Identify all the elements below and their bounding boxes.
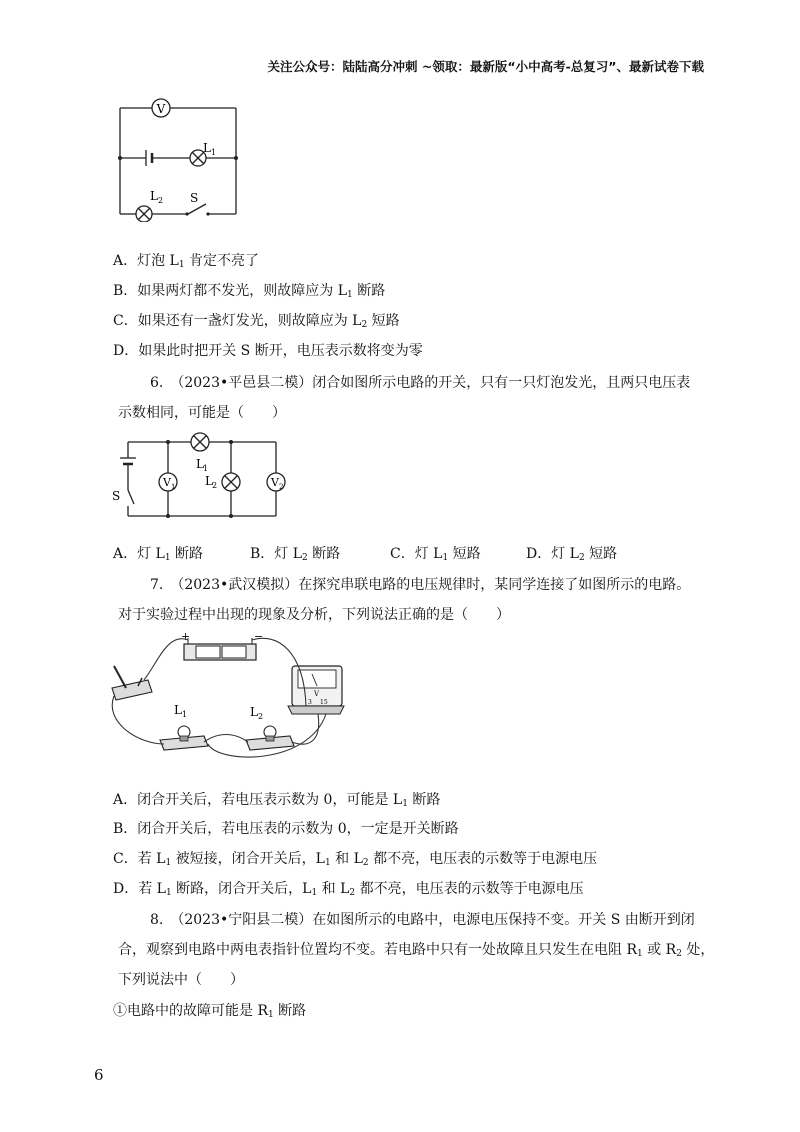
q8-stem-line3: 下列说法中（ ） <box>118 972 244 988</box>
q6-stem-line2: 示数相同，可能是（ ） <box>118 405 286 421</box>
lamp1-label: L <box>203 141 211 155</box>
q5-option-c: C．如果还有一盏灯发光，则故障应为 $L_2$ 短路 <box>113 313 400 330</box>
q7-circuit-illustration <box>108 632 358 768</box>
q6-option-d: D．灯 $L_2$ 短路 <box>526 546 618 563</box>
lamp2-label: L <box>250 705 258 719</box>
voltmeter-label: V <box>156 102 166 116</box>
lamp1-label: L <box>174 703 182 717</box>
terminal-3: 3 <box>308 699 312 706</box>
lamp1-subscript: 1 <box>182 710 188 719</box>
q7-option-d: D．若 $L_1$ 断路，闭合开关后，$L_1$ 和 $L_2$ 都不亮，电压表的示数等于电源电压 <box>113 881 584 898</box>
minus-sign: − <box>254 632 264 643</box>
page-number: 6 <box>94 1066 104 1084</box>
switch-label: S <box>112 489 121 503</box>
q5-option-b: B．如果两灯都不发光，则故障应为 $L_1$ 断路 <box>113 283 386 300</box>
switch-label: S <box>190 191 199 205</box>
lamp2-subscript: 2 <box>212 481 218 490</box>
q8-stem-line1: 8. （2023•宁阳县二模）在如图所示的电路中，电源电压保持不变。开关 S 由断开到闭 <box>150 912 695 928</box>
lamp2-label: L <box>205 474 213 488</box>
v1-label: V <box>163 476 171 489</box>
q7-option-a: A．闭合开关后，若电压表示数为 0，可能是 $L_1$ 断路 <box>113 792 441 809</box>
q7-stem-line2: 对于实验过程中出现的现象及分析，下列说法正确的是（ ） <box>118 607 510 623</box>
lamp1-label: L <box>196 457 204 471</box>
q5-circuit-diagram <box>110 92 250 222</box>
v1-subscript: 1 <box>171 483 176 491</box>
q7-option-b: B．闭合开关后，若电压表的示数为 0，一定是开关断路 <box>113 821 459 837</box>
q6-option-c: C．灯 $L_1$ 短路 <box>390 546 481 563</box>
q6-option-a: A．灯 $L_1$ 断路 <box>113 546 204 563</box>
v2-subscript: 2 <box>279 483 284 491</box>
lamp1-subscript: 1 <box>203 464 209 473</box>
q7-stem-line1: 7. （2023•武汉模拟）在探究串联电路的电压规律时，某同学连接了如图所示的电路。 <box>150 577 691 593</box>
q5-option-a: A．灯泡 $L_1$ 肯定不亮了 <box>113 253 260 270</box>
page-header: 关注公众号：陆陆高分冲刺 ~领取：最新版“小中高考-总复习”、最新试卷下载 <box>267 59 704 74</box>
q6-stem-line1: 6. （2023•平邑县二模）闭合如图所示电路的开关，只有一只灯泡发光，且两只电压表 <box>150 375 691 391</box>
lamp1-subscript: 1 <box>211 148 217 157</box>
q6-circuit-diagram <box>110 430 300 522</box>
meter-symbol: V <box>314 690 320 698</box>
q6-option-b: B．灯 $L_2$ 断路 <box>250 546 341 563</box>
lamp2-subscript: 2 <box>258 712 264 721</box>
lamp2-label: L <box>150 189 158 203</box>
v2-label: V <box>271 476 279 489</box>
lamp2-subscript: 2 <box>158 196 164 205</box>
q8-statement-1: ①电路中的故障可能是 $R_1$ 断路 <box>113 1003 307 1020</box>
q7-option-c: C．若 $L_1$ 被短接，闭合开关后，$L_1$ 和 $L_2$ 都不亮，电压表的示数等于电源电压 <box>113 851 598 868</box>
q5-option-d: D．如果此时把开关 S 断开，电压表示数将变为零 <box>113 343 423 359</box>
q8-stem-line2: 合，观察到电路中两电表指针位置均不变。若电路中只有一处故障且只发生在电阻 $R_1$ 或 $R_2$ 处， <box>118 942 715 959</box>
plus-sign: + <box>181 632 191 643</box>
terminal-15: 15 <box>320 699 328 706</box>
